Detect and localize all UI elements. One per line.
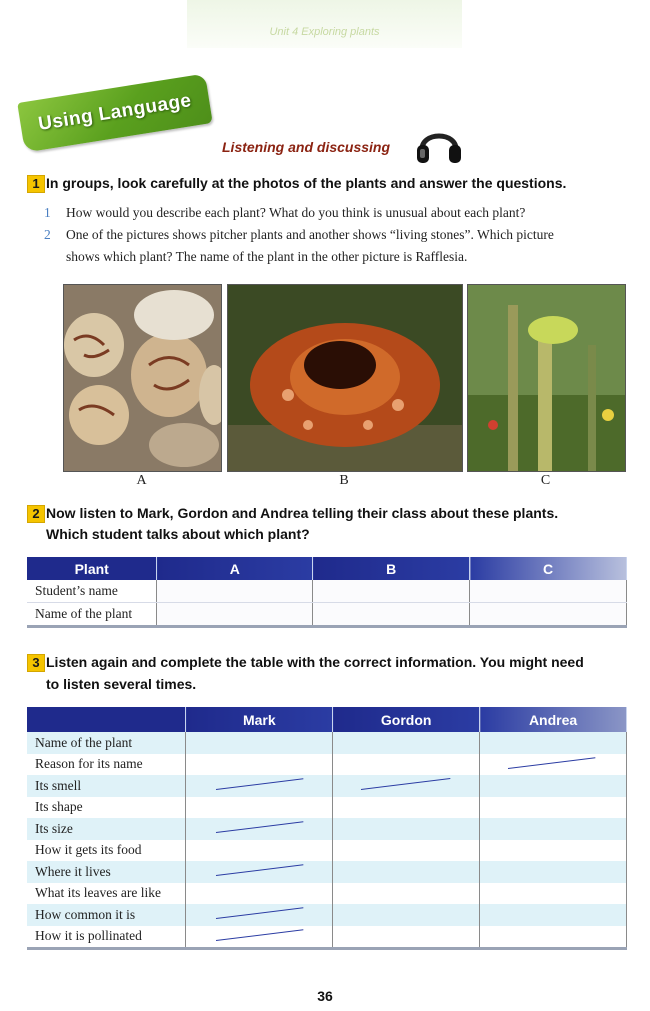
plant-info-table xyxy=(27,707,627,950)
table-row xyxy=(27,861,627,883)
table-header-row xyxy=(27,707,627,732)
row-label: Reason for its name xyxy=(27,754,186,776)
row-label: Its smell xyxy=(27,775,186,797)
answer-cell[interactable] xyxy=(186,926,333,949)
item-number: 2 xyxy=(44,227,51,242)
header-andrea: Andrea xyxy=(480,707,627,732)
page-number: 36 xyxy=(317,988,333,1004)
answer-cell[interactable] xyxy=(157,603,313,627)
photo-pitcher-plants xyxy=(467,284,626,472)
table-header-row xyxy=(27,557,627,580)
answer-cell[interactable] xyxy=(333,926,480,949)
question-1-item-2-cont: shows which plant? The name of the plant in the other picture is Rafflesia. xyxy=(66,249,468,264)
question-1-item-1 xyxy=(44,202,525,224)
answer-cell[interactable] xyxy=(333,840,480,862)
row-label: Name of the plant xyxy=(27,603,157,627)
photo-label-a: A xyxy=(136,473,147,488)
answer-cell[interactable] xyxy=(186,883,333,905)
photo-rafflesia xyxy=(227,284,463,472)
table-row xyxy=(27,580,627,603)
answer-cell[interactable] xyxy=(470,603,627,627)
table-row xyxy=(27,732,627,754)
section-badge xyxy=(17,73,212,152)
row-label: Name of the plant xyxy=(27,732,186,754)
question-1-item-2 xyxy=(44,224,554,246)
row-label: How it gets its food xyxy=(27,840,186,862)
answer-cell[interactable] xyxy=(186,732,333,754)
answer-cell[interactable] xyxy=(480,904,627,926)
not-applicable-line xyxy=(361,778,450,790)
answer-cell[interactable] xyxy=(480,926,627,949)
question-3-number: 3 xyxy=(27,654,45,672)
answer-cell[interactable] xyxy=(186,818,333,840)
answer-cell[interactable] xyxy=(333,861,480,883)
answer-cell[interactable] xyxy=(480,883,627,905)
table-row xyxy=(27,840,627,862)
question-3-text-line-1: Listen again and complete the table with the correct information. You might need xyxy=(46,654,584,670)
question-1-number: 1 xyxy=(27,175,45,193)
answer-cell[interactable] xyxy=(313,580,470,603)
row-label: Its size xyxy=(27,818,186,840)
header-gordon: Gordon xyxy=(333,707,480,732)
answer-cell[interactable] xyxy=(480,732,627,754)
item-text: How would you describe each plant? What do you think is unusual about each plant? xyxy=(66,205,526,220)
answer-cell[interactable] xyxy=(186,840,333,862)
row-label: Student’s name xyxy=(27,580,157,603)
photo-label-c: C xyxy=(540,473,551,488)
header-blank xyxy=(27,707,186,732)
unit-header-band xyxy=(187,0,462,48)
answer-cell[interactable] xyxy=(480,754,627,776)
headphones-icon xyxy=(414,121,464,167)
answer-cell[interactable] xyxy=(480,861,627,883)
not-applicable-line xyxy=(216,864,303,876)
answer-cell[interactable] xyxy=(470,580,627,603)
answer-cell[interactable] xyxy=(333,775,480,797)
header-b: B xyxy=(313,557,470,580)
row-label: How it is pollinated xyxy=(27,926,186,949)
table-row xyxy=(27,926,627,949)
answer-cell[interactable] xyxy=(480,775,627,797)
answer-cell[interactable] xyxy=(333,797,480,819)
answer-cell[interactable] xyxy=(157,580,313,603)
header-c: C xyxy=(470,557,627,580)
row-label: What its leaves are like xyxy=(27,883,186,905)
answer-cell[interactable] xyxy=(186,861,333,883)
table-row xyxy=(27,603,627,627)
not-applicable-line xyxy=(216,778,303,790)
question-1-text: In groups, look carefully at the photos of the plants and answer the questions. xyxy=(46,175,567,191)
photo-label-b: B xyxy=(339,473,349,488)
answer-cell[interactable] xyxy=(186,775,333,797)
not-applicable-line xyxy=(216,929,303,941)
table-row xyxy=(27,818,627,840)
answer-cell[interactable] xyxy=(480,818,627,840)
not-applicable-line xyxy=(216,907,303,919)
header-a: A xyxy=(157,557,313,580)
table-row xyxy=(27,775,627,797)
item-number: 1 xyxy=(44,205,51,220)
table-row xyxy=(27,904,627,926)
answer-cell[interactable] xyxy=(186,904,333,926)
answer-cell[interactable] xyxy=(480,797,627,819)
photo-living-stones xyxy=(63,284,222,472)
answer-cell[interactable] xyxy=(333,904,480,926)
table-row xyxy=(27,797,627,819)
row-label: Its shape xyxy=(27,797,186,819)
answer-cell[interactable] xyxy=(333,883,480,905)
question-2-number: 2 xyxy=(27,505,45,523)
table-row xyxy=(27,883,627,905)
answer-cell[interactable] xyxy=(313,603,470,627)
header-plant: Plant xyxy=(27,557,157,580)
question-2-text-line-2: Which student talks about which plant? xyxy=(46,526,310,542)
row-label: How common it is xyxy=(27,904,186,926)
section-subhead: Listening and discussing xyxy=(222,139,391,155)
answer-cell[interactable] xyxy=(333,818,480,840)
not-applicable-line xyxy=(508,757,595,769)
question-3-text-line-2: to listen several times. xyxy=(46,676,197,692)
not-applicable-line xyxy=(216,821,303,833)
unit-title: Unit 4 Exploring plants xyxy=(269,26,380,38)
row-label: Where it lives xyxy=(27,861,186,883)
question-2-text-line-1: Now listen to Mark, Gordon and Andrea telling their class about these plants. xyxy=(46,505,559,521)
plant-match-table xyxy=(27,557,627,628)
answer-cell[interactable] xyxy=(480,840,627,862)
header-mark: Mark xyxy=(186,707,333,732)
answer-cell[interactable] xyxy=(333,754,480,776)
table-row xyxy=(27,754,627,776)
answer-cell[interactable] xyxy=(333,732,480,754)
item-text-line-1: One of the pictures shows pitcher plants and another shows “living stones”. Which picture xyxy=(66,227,554,242)
answer-cell[interactable] xyxy=(186,754,333,776)
section-badge-label: Using Language xyxy=(36,90,194,135)
answer-cell[interactable] xyxy=(186,797,333,819)
